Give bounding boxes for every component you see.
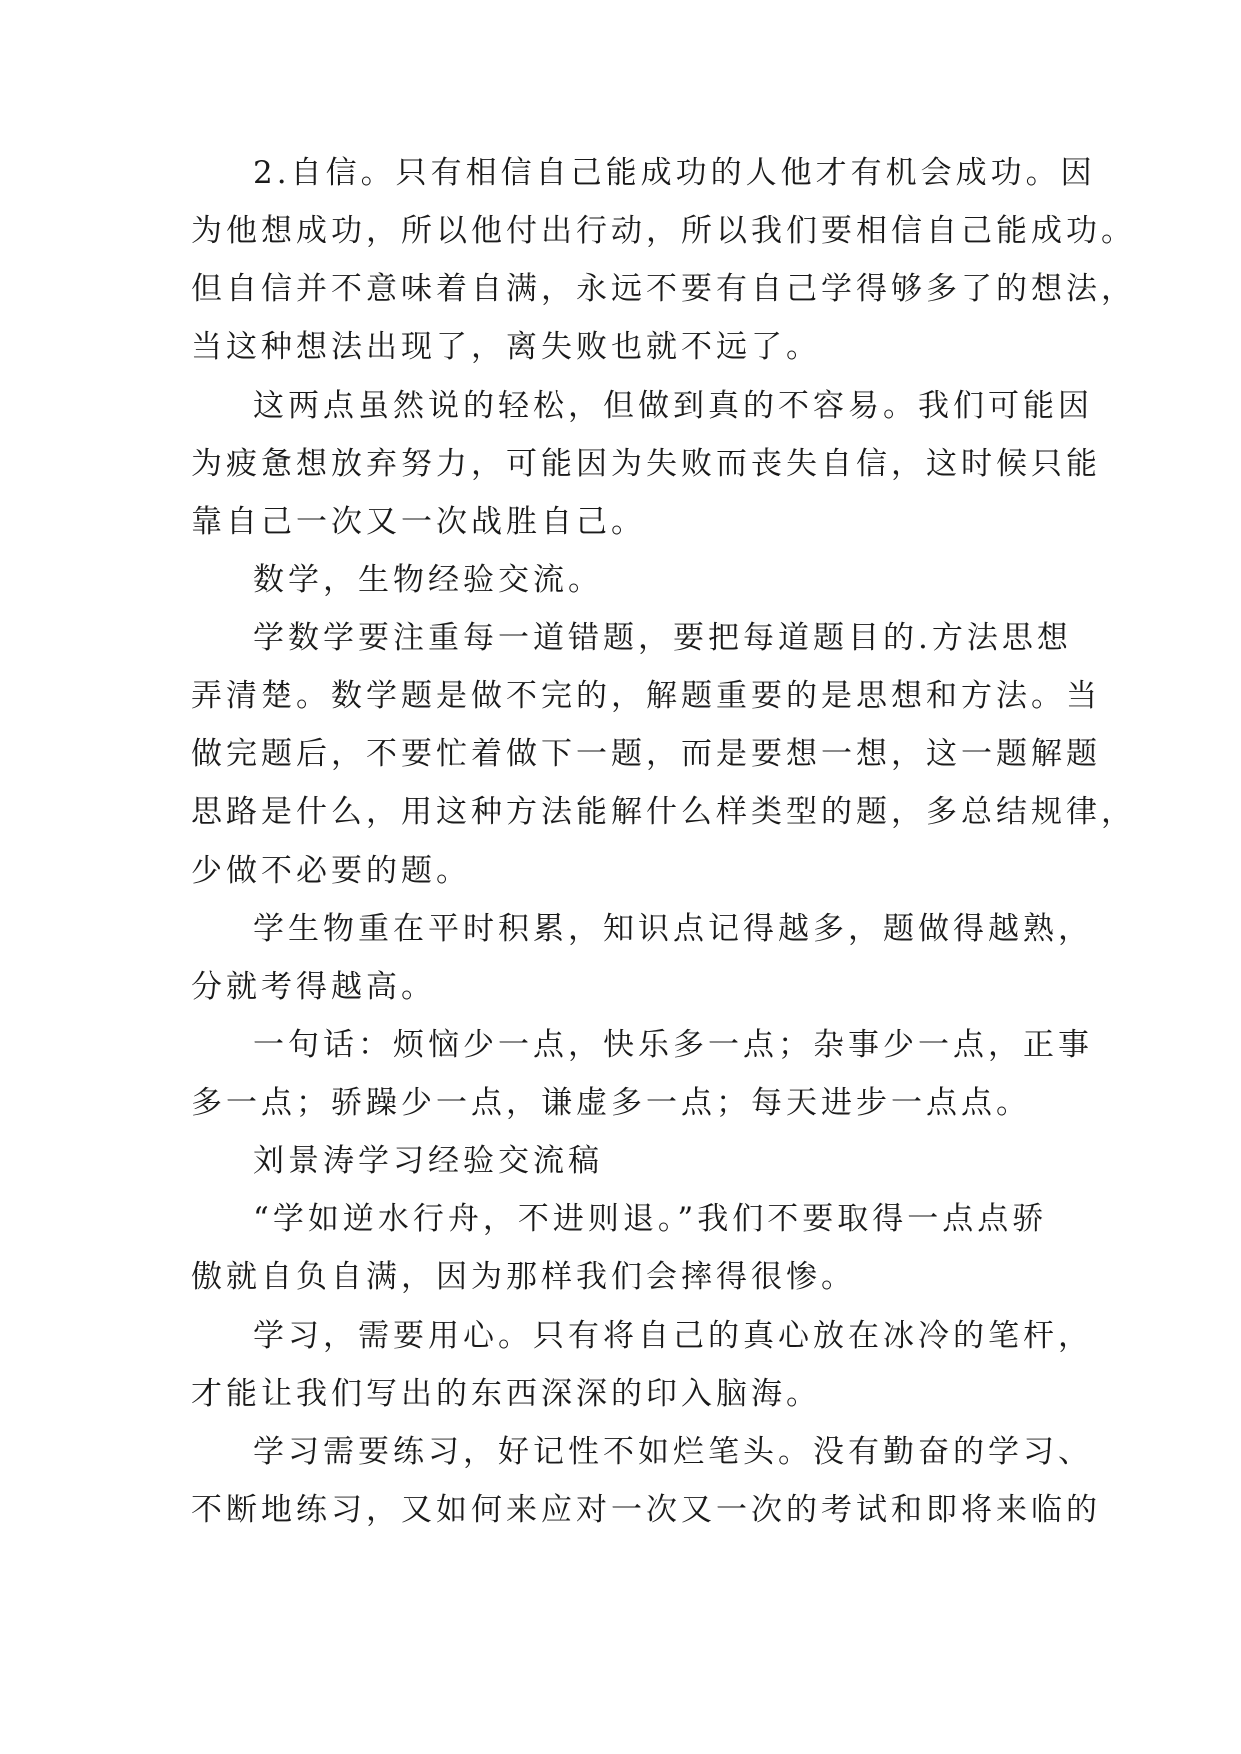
paragraph-two-points-line-2: 为疲惫想放弃努力，可能因为失败而丧失自信，这时候只能 [191, 446, 1101, 482]
paragraph-confidence-line-4: 当这种想法出现了，离失败也就不远了。 [191, 329, 821, 365]
paragraph-math-line-5: 少做不必要的题。 [191, 853, 471, 889]
paragraph-practice-line-1: 学习需要练习，好记性不如烂笔头。没有勤奋的学习、 [253, 1434, 1093, 1470]
paragraph-heart-line-2: 才能让我们写出的东西深深的印入脑海。 [191, 1376, 821, 1412]
paragraph-quote-line-2: 傲就自负自满，因为那样我们会摔得很惨。 [191, 1259, 856, 1295]
paragraph-math-line-3: 做完题后，不要忙着做下一题，而是要想一想，这一题解题 [191, 736, 1101, 772]
paragraph-practice-line-2: 不断地练习，又如何来应对一次又一次的考试和即将来临的 [191, 1492, 1101, 1528]
section-heading-math-biology: 数学，生物经验交流。 [253, 562, 603, 598]
section-heading-liu-jingtao: 刘景涛学习经验交流稿 [253, 1143, 603, 1179]
paragraph-confidence-line-3: 但自信并不意味着自满，永远不要有自己学得够多了的想法， [191, 271, 1136, 307]
paragraph-one-sentence-line-1: 一句话：烦恼少一点，快乐多一点；杂事少一点，正事 [253, 1027, 1093, 1063]
paragraph-math-line-2: 弄清楚。数学题是做不完的，解题重要的是思想和方法。当 [191, 678, 1101, 714]
paragraph-two-points-line-3: 靠自己一次又一次战胜自己。 [191, 504, 646, 540]
paragraph-biology-line-1: 学生物重在平时积累，知识点记得越多，题做得越熟， [253, 911, 1093, 947]
paragraph-one-sentence-line-2: 多一点；骄躁少一点，谦虚多一点；每天进步一点点。 [191, 1085, 1031, 1121]
paragraph-confidence-line-2: 为他想成功，所以他付出行动，所以我们要相信自己能成功。 [191, 213, 1136, 249]
paragraph-confidence-line-1: 2.自信。只有相信自己能成功的人他才有机会成功。因 [253, 155, 1096, 191]
paragraph-heart-line-1: 学习，需要用心。只有将自己的真心放在冰冷的笔杆， [253, 1318, 1093, 1354]
paragraph-quote-line-1: “学如逆水行舟，不进则退。”我们不要取得一点点骄 [253, 1201, 1048, 1237]
paragraph-biology-line-2: 分就考得越高。 [191, 969, 436, 1005]
paragraph-math-line-4: 思路是什么，用这种方法能解什么样类型的题，多总结规律， [191, 794, 1136, 830]
paragraph-math-line-1: 学数学要注重每一道错题，要把每道题目的.方法思想 [253, 620, 1072, 656]
paragraph-two-points-line-1: 这两点虽然说的轻松，但做到真的不容易。我们可能因 [253, 388, 1093, 424]
